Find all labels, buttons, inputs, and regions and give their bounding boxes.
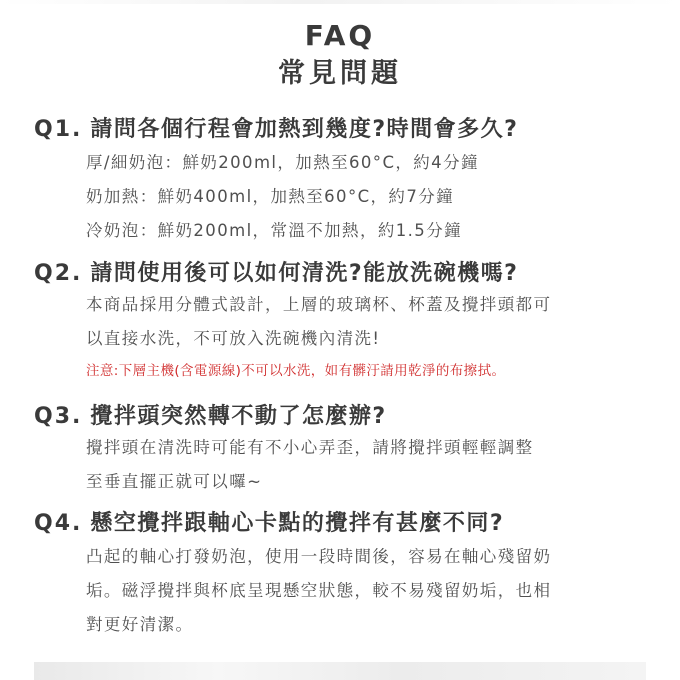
answer-line: 至垂直擺正就可以囉~ (86, 472, 263, 491)
answer-1 (86, 146, 646, 248)
answer-line: 垢。磁浮攪拌與杯底呈現懸空狀態，較不易殘留奶垢，也相 (86, 581, 552, 600)
top-image-edge (0, 0, 680, 4)
question-3 (34, 403, 387, 431)
question-text: 請問各個行程會加熱到幾度?時間會多久? (90, 117, 519, 142)
question-1 (34, 116, 518, 144)
faq-title-zh: 常見問題 (278, 58, 402, 89)
answer-line: 攪拌頭在清洗時可能有不小心弄歪，請將攪拌頭輕輕調整 (86, 438, 534, 457)
question-text: 懸空攪拌跟軸心卡點的攪拌有甚麼不同? (90, 511, 505, 536)
question-number: Q3. (34, 404, 83, 429)
faq-header (0, 18, 680, 92)
answer-line: 奶加熱：鮮奶400ml，加熱至60°C，約7分鐘 (86, 187, 455, 206)
question-text: 請問使用後可以如何清洗?能放洗碗機嗎? (90, 261, 519, 286)
question-number: Q1. (34, 117, 83, 142)
answer-line: 本商品採用分體式設計，上層的玻璃杯、杯蓋及攪拌頭都可 (86, 295, 552, 314)
answer-3 (86, 431, 646, 499)
answer-4 (86, 540, 646, 642)
answer-line: 對更好清潔。 (86, 615, 194, 634)
question-number: Q2. (34, 261, 83, 286)
bottom-image-edge (34, 662, 646, 680)
question-2 (34, 260, 518, 288)
answer-2 (86, 288, 646, 386)
answer-line: 凸起的軸心打發奶泡，使用一段時間後，容易在軸心殘留奶 (86, 547, 552, 566)
warning-note: 注意:下層主機(含電源線)不可以水洗，如有髒汙請用乾淨的布擦拭。 (86, 363, 506, 379)
question-number: Q4. (34, 511, 83, 536)
faq-title-en: FAQ (304, 19, 376, 52)
question-text: 攪拌頭突然轉不動了怎麼辦? (90, 404, 387, 429)
answer-line: 厚/細奶泡：鮮奶200ml，加熱至60°C，約4分鐘 (86, 153, 479, 172)
answer-line: 冷奶泡：鮮奶200ml，常溫不加熱，約1.5分鐘 (86, 221, 462, 240)
question-4 (34, 510, 504, 538)
answer-line: 以直接水洗，不可放入洗碗機內清洗! (86, 329, 381, 348)
